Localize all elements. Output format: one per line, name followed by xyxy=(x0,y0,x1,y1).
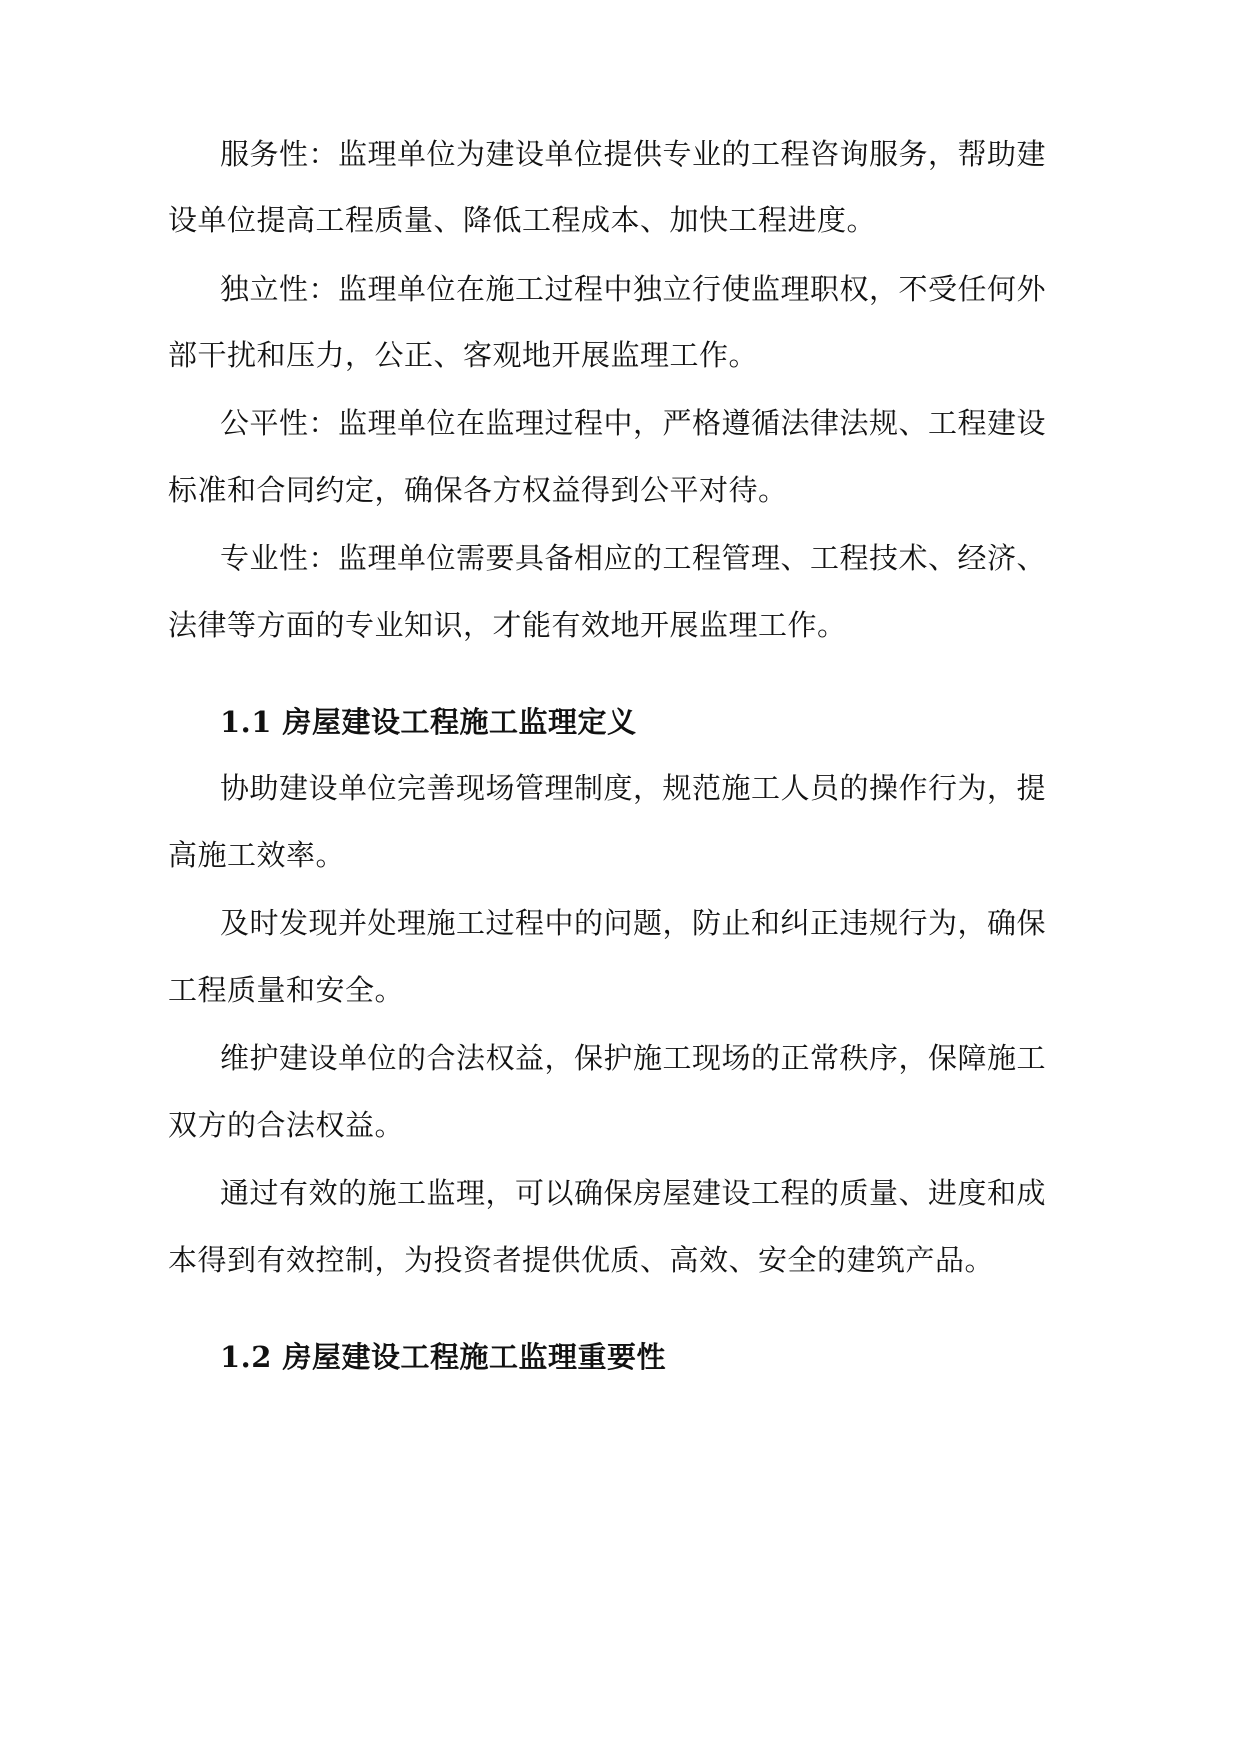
paragraph-8-line-1: 通过有效的施工监理，可以确保房屋建设工程的质量、进度和成 xyxy=(220,1176,1047,1210)
paragraph-1-line-1: 服务性：监理单位为建设单位提供专业的工程咨询服务，帮助建 xyxy=(220,137,1047,171)
paragraph-2-line-1: 独立性：监理单位在施工过程中独立行使监理职权，不受任何外 xyxy=(220,272,1047,306)
paragraph-2-line-2: 部干扰和压力，公正、客观地开展监理工作。 xyxy=(168,338,759,372)
paragraph-1-line-2: 设单位提高工程质量、降低工程成本、加快工程进度。 xyxy=(168,203,877,237)
paragraph-8-line-2: 本得到有效控制，为投资者提供优质、高效、安全的建筑产品。 xyxy=(168,1243,995,1277)
paragraph-4-line-2: 法律等方面的专业知识，才能有效地开展监理工作。 xyxy=(168,608,847,642)
paragraph-4-line-1: 专业性：监理单位需要具备相应的工程管理、工程技术、经济、 xyxy=(220,541,1047,575)
paragraph-5-line-2: 高施工效率。 xyxy=(168,838,346,872)
section-heading-1-1: 1.1 房屋建设工程施工监理定义 xyxy=(220,705,637,739)
paragraph-6-line-2: 工程质量和安全。 xyxy=(168,973,405,1007)
paragraph-3-line-1: 公平性：监理单位在监理过程中，严格遵循法律法规、工程建设 xyxy=(220,406,1047,440)
paragraph-3-line-2: 标准和合同约定，确保各方权益得到公平对待。 xyxy=(168,473,788,507)
paragraph-7-line-1: 维护建设单位的合法权益，保护施工现场的正常秩序，保障施工 xyxy=(220,1041,1047,1075)
paragraph-6-line-1: 及时发现并处理施工过程中的问题，防止和纠正违规行为，确保 xyxy=(220,906,1047,940)
paragraph-7-line-2: 双方的合法权益。 xyxy=(168,1108,405,1142)
section-heading-1-2: 1.2 房屋建设工程施工监理重要性 xyxy=(220,1340,667,1374)
paragraph-5-line-1: 协助建设单位完善现场管理制度，规范施工人员的操作行为，提 xyxy=(220,771,1047,805)
